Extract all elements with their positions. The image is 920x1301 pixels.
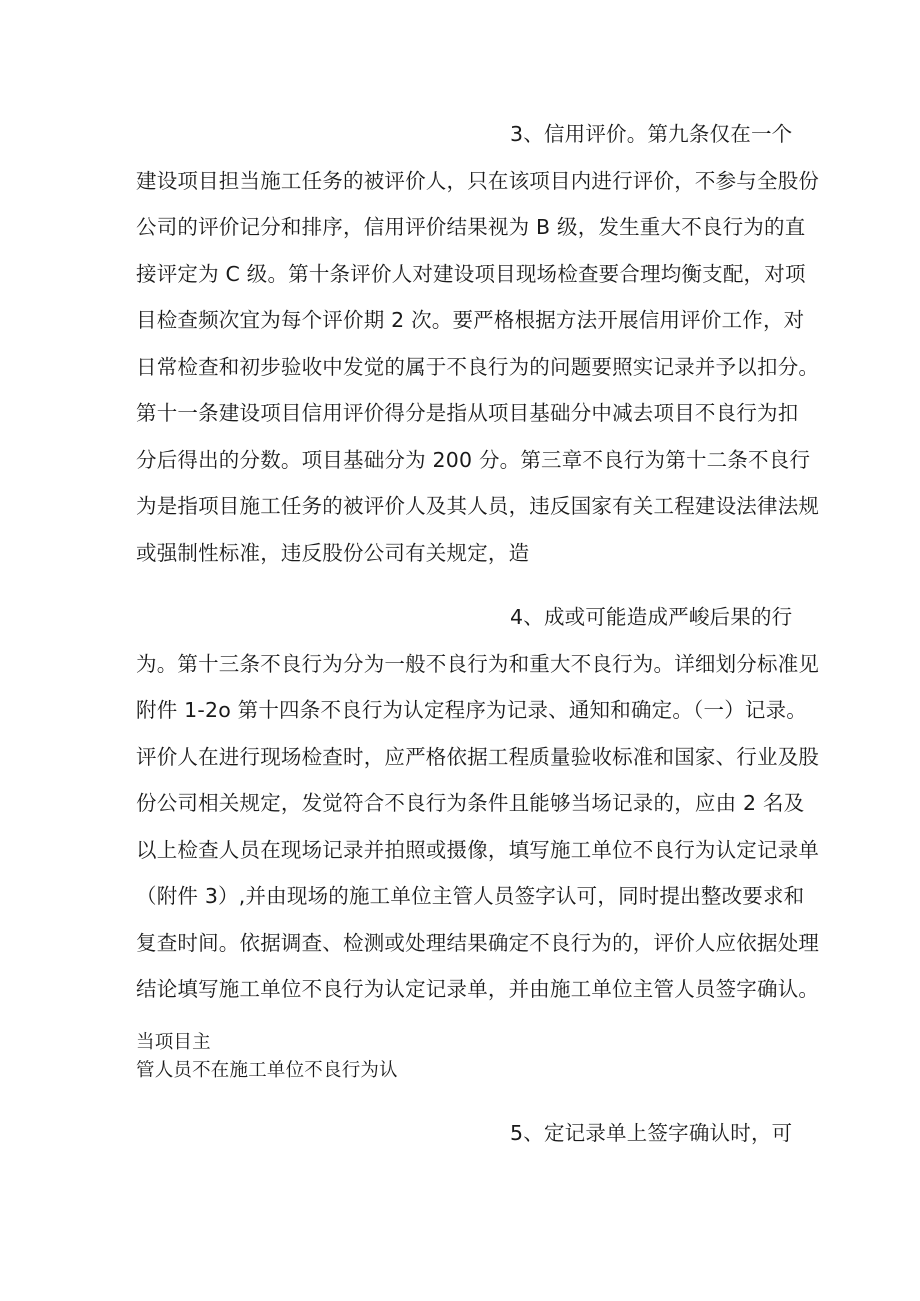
paragraph-2-line-6: 以上检查人员在现场记录并拍照或摄像，填写施工单位不良行为认定记录单 bbox=[136, 838, 820, 862]
paragraph-1-line-5: 目检查频次宜为每个评价期 2 次。要严格根据方法开展信用评价工作，对 bbox=[136, 308, 805, 332]
paragraph-1-line-10: 或强制性标准，违反股份公司有关规定，造 bbox=[136, 541, 530, 565]
paragraph-1-line-8: 分后得出的分数。项目基础分为 200 分。第三章不良行为第十二条不良行 bbox=[136, 448, 811, 472]
paragraph-1-line-7: 第十一条建设项目信用评价得分是指从项目基础分中减去项目不良行为扣 bbox=[136, 401, 799, 425]
paragraph-2-line-5: 份公司相关规定，发觉符合不良行为条件且能够当场记录的，应由 2 名及 bbox=[136, 791, 805, 815]
paragraph-1-line-4: 接评定为 C 级。第十条评价人对建设项目现场检查要合理均衡支配，对项 bbox=[136, 262, 806, 286]
paragraph-2-line-4: 评价人在进行现场检查时，应严格依据工程质量验收标准和国家、行业及股 bbox=[136, 745, 820, 769]
paragraph-1-line-1: 3、信用评价。第九条仅在一个 bbox=[510, 122, 793, 146]
paragraph-2-line-1: 4、成或可能造成严峻后果的行 bbox=[510, 605, 793, 629]
paragraph-1-line-9: 为是指项目施工任务的被评价人及其人员，违反国家有关工程建设法律法规 bbox=[136, 494, 820, 518]
paragraph-1-line-2: 建设项目担当施工任务的被评价人，只在该项目内进行评价，不参与全股份 bbox=[136, 169, 820, 193]
paragraph-1-line-6: 日常检查和初步验收中发觉的属于不良行为的问题要照实记录并予以扣分。 bbox=[136, 355, 820, 379]
paragraph-3-line-1: 当项目主 bbox=[136, 1032, 211, 1053]
paragraph-2-line-8: 复查时间。依据调查、检测或处理结果确定不良行为的，评价人应依据处理 bbox=[136, 931, 820, 955]
paragraph-4-line-1: 5、定记录单上签字确认时，可 bbox=[510, 1121, 793, 1145]
paragraph-2-line-2: 为。第十三条不良行为分为一般不良行为和重大不良行为。详细划分标准见 bbox=[136, 652, 820, 676]
paragraph-2-line-9: 结论填写施工单位不良行为认定记录单，并由施工单位主管人员签字确认。 bbox=[136, 977, 820, 1001]
paragraph-3-line-2: 管人员不在施工单位不良行为认 bbox=[136, 1060, 398, 1081]
paragraph-2-line-7: （附件 3）,并由现场的施工单位主管人员签字认可，同时提出整改要求和 bbox=[136, 884, 805, 908]
paragraph-1-line-3: 公司的评价记分和排序，信用评价结果视为 B 级，发生重大不良行为的直 bbox=[136, 215, 806, 239]
paragraph-2-line-3: 附件 1-2o 第十四条不良行为认定程序为记录、通知和确定。（一）记录。 bbox=[136, 698, 808, 722]
